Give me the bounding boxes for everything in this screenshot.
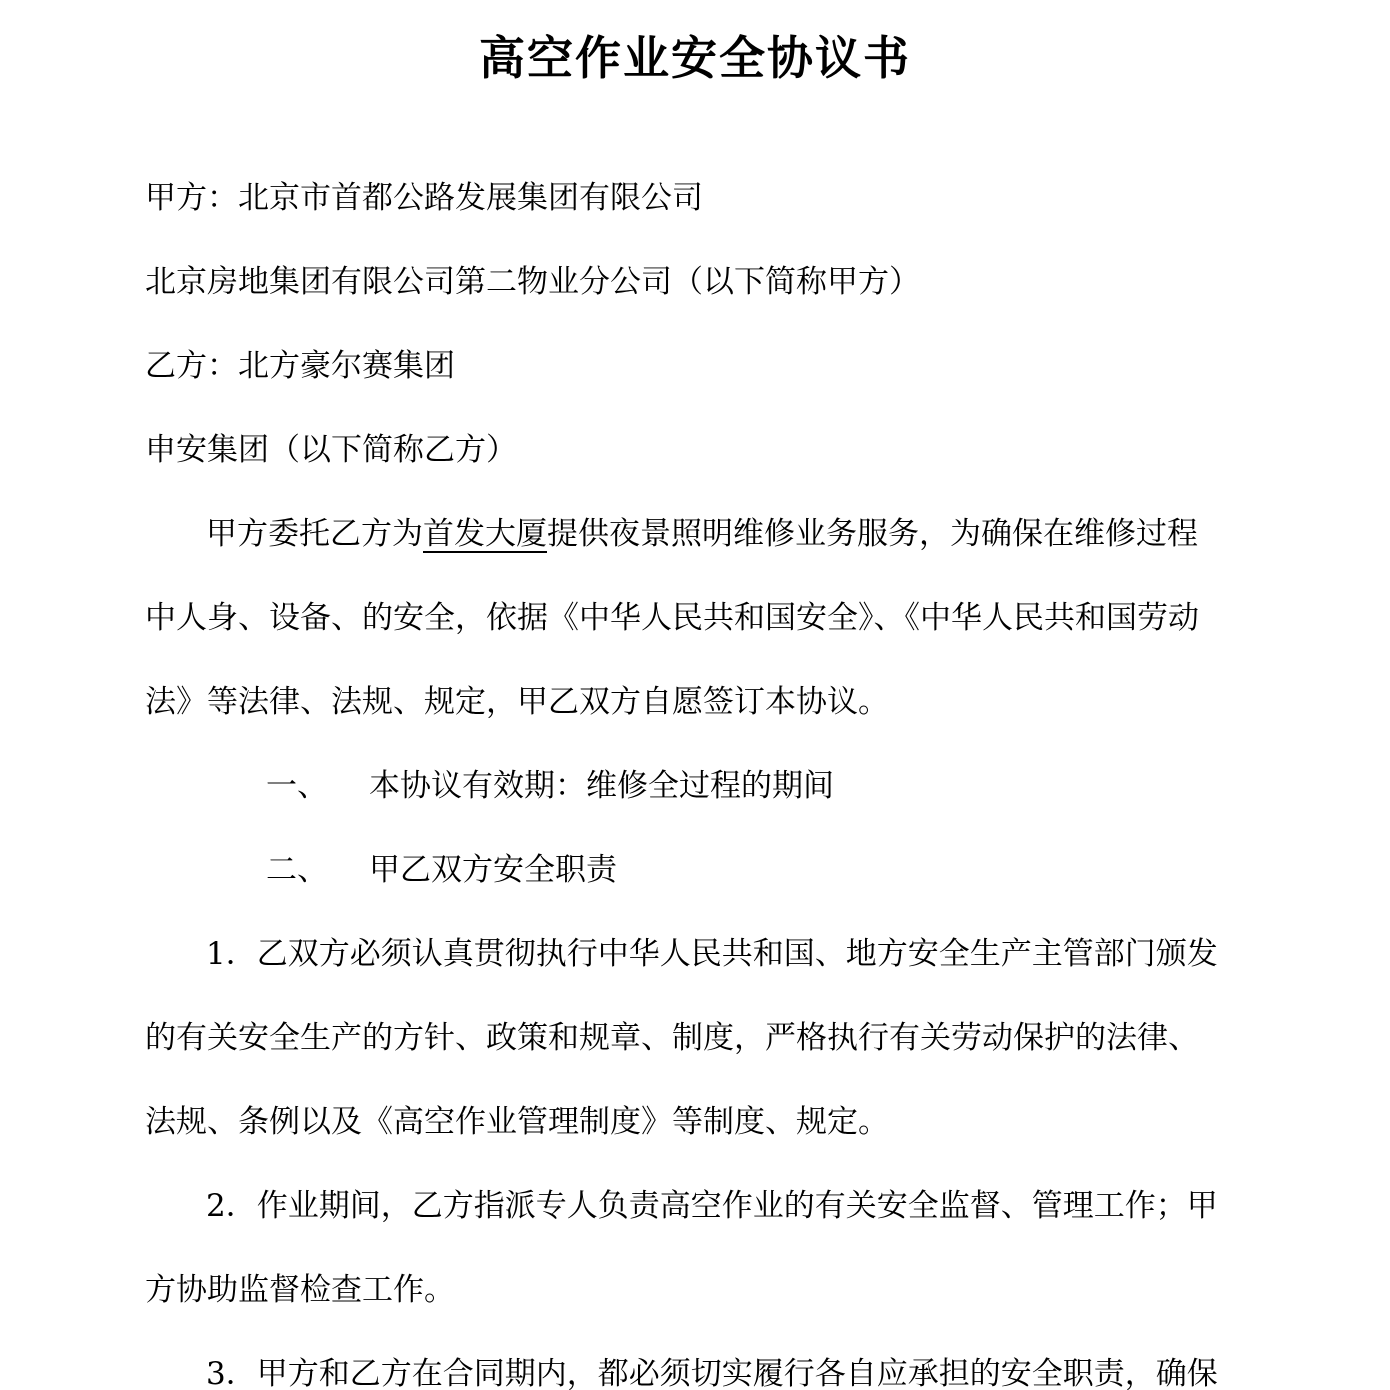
clause-1-line-3: 法规、条例以及《高空作业管理制度》等制度、规定。 [145, 1104, 889, 1140]
preamble-line-1-before-underline: 甲方委托乙方为 [206, 516, 423, 552]
heading-item-1-number: 一、 [266, 768, 328, 804]
heading-item-1 [145, 744, 1249, 828]
heading-item-2 [145, 828, 1249, 912]
clause-1-line-1: 1．乙双方必须认真贯彻执行中华人民共和国、地方安全生产主管部门颁发 [206, 936, 1218, 972]
party-a-line-1: 甲方：北京市首都公路发展集团有限公司 [145, 180, 703, 216]
clause-2-line-1: 2．作业期间，乙方指派专人负责高空作业的有关安全监督、管理工作；甲 [206, 1188, 1218, 1224]
preamble-line-2: 中人身、设备、的安全，依据《中华人民共和国安全》、《中华人民共和国劳动 [145, 600, 1199, 636]
preamble-line-1 [145, 492, 1249, 576]
clause-3-line-1: 3．甲方和乙方在合同期内，都必须切实履行各自应承担的安全职责，确保 [206, 1356, 1218, 1390]
heading-item-1-text: 本协议有效期：维修全过程的期间 [369, 768, 834, 804]
preamble-underlined-building-name: 首发大厦 [423, 516, 547, 552]
party-b-line-1: 乙方：北方豪尔赛集团 [145, 348, 455, 384]
preamble-line-3: 法》等法律、法规、规定，甲乙双方自愿签订本协议。 [145, 684, 889, 720]
document-body [145, 156, 1249, 1390]
document-title: 高空作业安全协议书 [479, 31, 911, 85]
party-b-line-2: 申安集团（以下简称乙方） [145, 432, 517, 468]
heading-item-2-number: 二、 [266, 852, 328, 888]
party-a-line-2: 北京房地集团有限公司第二物业分公司（以下简称甲方） [145, 264, 920, 300]
clause-2-line-2: 方协助监督检查工作。 [145, 1272, 455, 1308]
preamble-line-1-after-underline: 提供夜景照明维修业务服务，为确保在维修过程 [547, 516, 1198, 552]
heading-item-2-text: 甲乙双方安全职责 [369, 852, 617, 888]
clause-1-line-2: 的有关安全生产的方针、政策和规章、制度，严格执行有关劳动保护的法律、 [145, 1020, 1199, 1056]
